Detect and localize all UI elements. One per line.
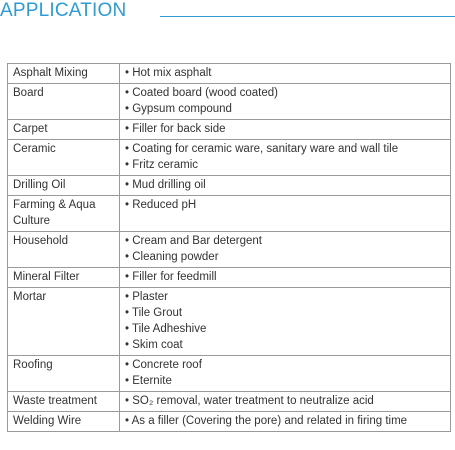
category-cell: Roofing bbox=[8, 356, 120, 392]
category-cell: Household bbox=[8, 232, 120, 268]
category-cell: Board bbox=[8, 84, 120, 120]
application-table bbox=[7, 63, 451, 432]
heading-divider bbox=[160, 16, 455, 17]
category-cell: Asphalt Mixing bbox=[8, 64, 120, 84]
table-row bbox=[8, 196, 451, 232]
use-item: • Filler for feedmill bbox=[125, 271, 217, 283]
use-item: • Coating for ceramic ware, sanitary ware and wall tile bbox=[125, 143, 399, 155]
uses-cell bbox=[120, 84, 451, 120]
use-item: • Cream and Bar detergent bbox=[125, 235, 262, 247]
category-cell: Mineral Filter bbox=[8, 268, 120, 288]
uses-cell bbox=[120, 140, 451, 176]
use-item: • Fritz ceramic bbox=[125, 159, 199, 171]
uses-cell bbox=[120, 268, 451, 288]
table-row bbox=[8, 356, 451, 392]
category-cell: Mortar bbox=[8, 288, 120, 356]
use-item: • As a filler (Covering the pore) and related in firing time bbox=[125, 415, 408, 427]
uses-cell bbox=[120, 232, 451, 268]
category-cell: Waste treatment bbox=[8, 392, 120, 412]
category-cell: Ceramic bbox=[8, 140, 120, 176]
uses-cell bbox=[120, 288, 451, 356]
category-cell: Welding Wire bbox=[8, 412, 120, 432]
uses-cell bbox=[120, 356, 451, 392]
table-row bbox=[8, 84, 451, 120]
table-row bbox=[8, 392, 451, 412]
use-item: • Cleaning powder bbox=[125, 251, 219, 263]
page-title: APPLICATION bbox=[0, 0, 127, 21]
use-item: • Eternite bbox=[125, 375, 172, 387]
use-item: • SO₂ removal, water treatment to neutralize acid bbox=[125, 395, 374, 407]
table-row bbox=[8, 288, 451, 356]
uses-cell bbox=[120, 64, 451, 84]
table-row bbox=[8, 232, 451, 268]
table-row bbox=[8, 268, 451, 288]
table-row bbox=[8, 120, 451, 140]
use-item: • Mud drilling oil bbox=[125, 179, 206, 191]
category-cell: Farming & Aqua Culture bbox=[8, 196, 120, 232]
use-item: • Skim coat bbox=[125, 339, 183, 351]
uses-cell bbox=[120, 120, 451, 140]
category-cell: Drilling Oil bbox=[8, 176, 120, 196]
table-row bbox=[8, 412, 451, 432]
use-item: • Plaster bbox=[125, 291, 169, 303]
use-item: • Filler for back side bbox=[125, 123, 226, 135]
uses-cell bbox=[120, 196, 451, 232]
use-item: • Gypsum compound bbox=[125, 103, 232, 115]
table-row bbox=[8, 140, 451, 176]
uses-cell bbox=[120, 412, 451, 432]
use-item: • Coated board (wood coated) bbox=[125, 87, 278, 99]
table-row bbox=[8, 176, 451, 196]
use-item: • Tile Grout bbox=[125, 307, 183, 319]
uses-cell bbox=[120, 176, 451, 196]
use-item: • Tile Adheshive bbox=[125, 323, 207, 335]
uses-cell bbox=[120, 392, 451, 412]
use-item: • Hot mix asphalt bbox=[125, 67, 212, 79]
table-row bbox=[8, 64, 451, 84]
use-item: • Reduced pH bbox=[125, 199, 197, 211]
use-item: • Concrete roof bbox=[125, 359, 202, 371]
category-cell: Carpet bbox=[8, 120, 120, 140]
